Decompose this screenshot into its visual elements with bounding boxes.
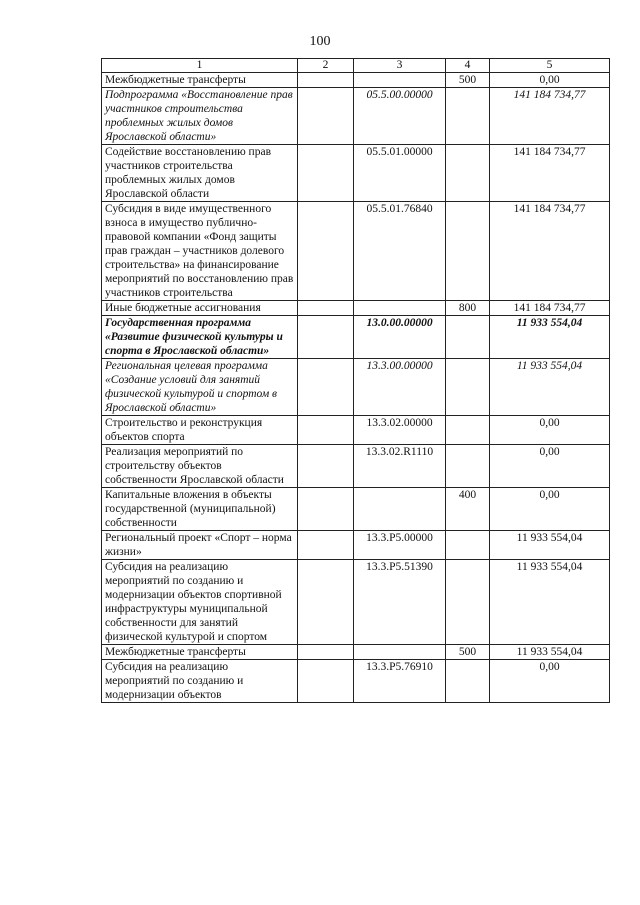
table-row <box>102 445 610 488</box>
cell-c5: 11 933 554,04 <box>490 316 610 359</box>
table-row <box>102 645 610 660</box>
cell-c3: 13.0.00.00000 <box>354 316 446 359</box>
cell-c5: 11 933 554,04 <box>490 531 610 560</box>
cell-c3: 13.3.P5.51390 <box>354 560 446 645</box>
header-row <box>102 59 610 73</box>
cell-c1: Иные бюджетные ассигнования <box>102 301 298 316</box>
cell-c5: 0,00 <box>490 660 610 703</box>
cell-c2 <box>298 560 354 645</box>
cell-c1: Строительство и реконструкция объектов спорта <box>102 416 298 445</box>
cell-c5: 11 933 554,04 <box>490 359 610 416</box>
cell-c4: 800 <box>446 301 490 316</box>
cell-c2 <box>298 73 354 88</box>
table-row <box>102 202 610 301</box>
cell-c3: 13.3.02.00000 <box>354 416 446 445</box>
cell-c1: Государственная программа «Развитие физической культуры и спорта в Ярославской области» <box>102 316 298 359</box>
table-row <box>102 560 610 645</box>
cell-c4: 500 <box>446 73 490 88</box>
cell-c4 <box>446 445 490 488</box>
table-row <box>102 316 610 359</box>
table-row <box>102 531 610 560</box>
cell-c4 <box>446 316 490 359</box>
table-row <box>102 301 610 316</box>
cell-c5: 11 933 554,04 <box>490 560 610 645</box>
cell-c3 <box>354 301 446 316</box>
cell-c1: Капитальные вложения в объекты государственной (муниципальной) собственности <box>102 488 298 531</box>
cell-c5: 0,00 <box>490 488 610 531</box>
cell-c1: Региональный проект «Спорт – норма жизни» <box>102 531 298 560</box>
cell-c1: Региональная целевая программа «Создание условий для занятий физической культурой и спортом в Ярославской области» <box>102 359 298 416</box>
cell-c5: 0,00 <box>490 73 610 88</box>
table-body <box>102 73 610 703</box>
cell-c4 <box>446 560 490 645</box>
cell-c2 <box>298 301 354 316</box>
cell-c2 <box>298 88 354 145</box>
cell-c4 <box>446 416 490 445</box>
cell-c3 <box>354 488 446 531</box>
table-row <box>102 145 610 202</box>
cell-c5: 141 184 734,77 <box>490 88 610 145</box>
cell-c2 <box>298 445 354 488</box>
column-header-5: 5 <box>490 59 610 73</box>
cell-c3: 05.5.01.76840 <box>354 202 446 301</box>
table-row <box>102 73 610 88</box>
cell-c1: Межбюджетные трансферты <box>102 645 298 660</box>
page-number: 100 <box>309 34 331 49</box>
cell-c3 <box>354 645 446 660</box>
table-row <box>102 416 610 445</box>
column-header-2: 2 <box>298 59 354 73</box>
cell-c5: 141 184 734,77 <box>490 145 610 202</box>
cell-c2 <box>298 531 354 560</box>
cell-c5: 141 184 734,77 <box>490 301 610 316</box>
cell-c5: 0,00 <box>490 445 610 488</box>
cell-c4 <box>446 202 490 301</box>
budget-table <box>101 58 610 703</box>
cell-c5: 141 184 734,77 <box>490 202 610 301</box>
cell-c2 <box>298 488 354 531</box>
cell-c1: Субсидия в виде имущественного взноса в имущество публично-правовой компании «Фонд защиты прав граждан – участников долевого строительства» на финансирование мероприятий по восстановлению прав участников строительства <box>102 202 298 301</box>
cell-c5: 0,00 <box>490 416 610 445</box>
column-header-4: 4 <box>446 59 490 73</box>
cell-c4 <box>446 660 490 703</box>
cell-c4 <box>446 359 490 416</box>
table-row <box>102 488 610 531</box>
cell-c5: 11 933 554,04 <box>490 645 610 660</box>
cell-c3: 05.5.01.00000 <box>354 145 446 202</box>
cell-c3: 13.3.P5.76910 <box>354 660 446 703</box>
cell-c2 <box>298 145 354 202</box>
cell-c1: Содействие восстановлению прав участников строительства проблемных жилых домов Ярославской области <box>102 145 298 202</box>
table-row <box>102 359 610 416</box>
cell-c4 <box>446 88 490 145</box>
cell-c4: 400 <box>446 488 490 531</box>
cell-c2 <box>298 316 354 359</box>
cell-c2 <box>298 645 354 660</box>
cell-c1: Субсидия на реализацию мероприятий по созданию и модернизации объектов спортивной инфраструктуры муниципальной собственности для занятий физической культурой и спортом <box>102 560 298 645</box>
cell-c1: Субсидия на реализацию мероприятий по созданию и модернизации объектов <box>102 660 298 703</box>
column-header-3: 3 <box>354 59 446 73</box>
cell-c4 <box>446 145 490 202</box>
cell-c4 <box>446 531 490 560</box>
table-row <box>102 88 610 145</box>
cell-c4: 500 <box>446 645 490 660</box>
cell-c1: Межбюджетные трансферты <box>102 73 298 88</box>
column-header-1: 1 <box>102 59 298 73</box>
cell-c3 <box>354 73 446 88</box>
cell-c2 <box>298 202 354 301</box>
table-row <box>102 660 610 703</box>
cell-c3: 05.5.00.00000 <box>354 88 446 145</box>
cell-c2 <box>298 660 354 703</box>
cell-c2 <box>298 416 354 445</box>
cell-c1: Подпрограмма «Восстановление прав участников строительства проблемных жилых домов Ярославской области» <box>102 88 298 145</box>
cell-c3: 13.3.P5.00000 <box>354 531 446 560</box>
cell-c3: 13.3.00.00000 <box>354 359 446 416</box>
cell-c2 <box>298 359 354 416</box>
cell-c3: 13.3.02.R1110 <box>354 445 446 488</box>
cell-c1: Реализация мероприятий по строительству объектов собственности Ярославской области <box>102 445 298 488</box>
